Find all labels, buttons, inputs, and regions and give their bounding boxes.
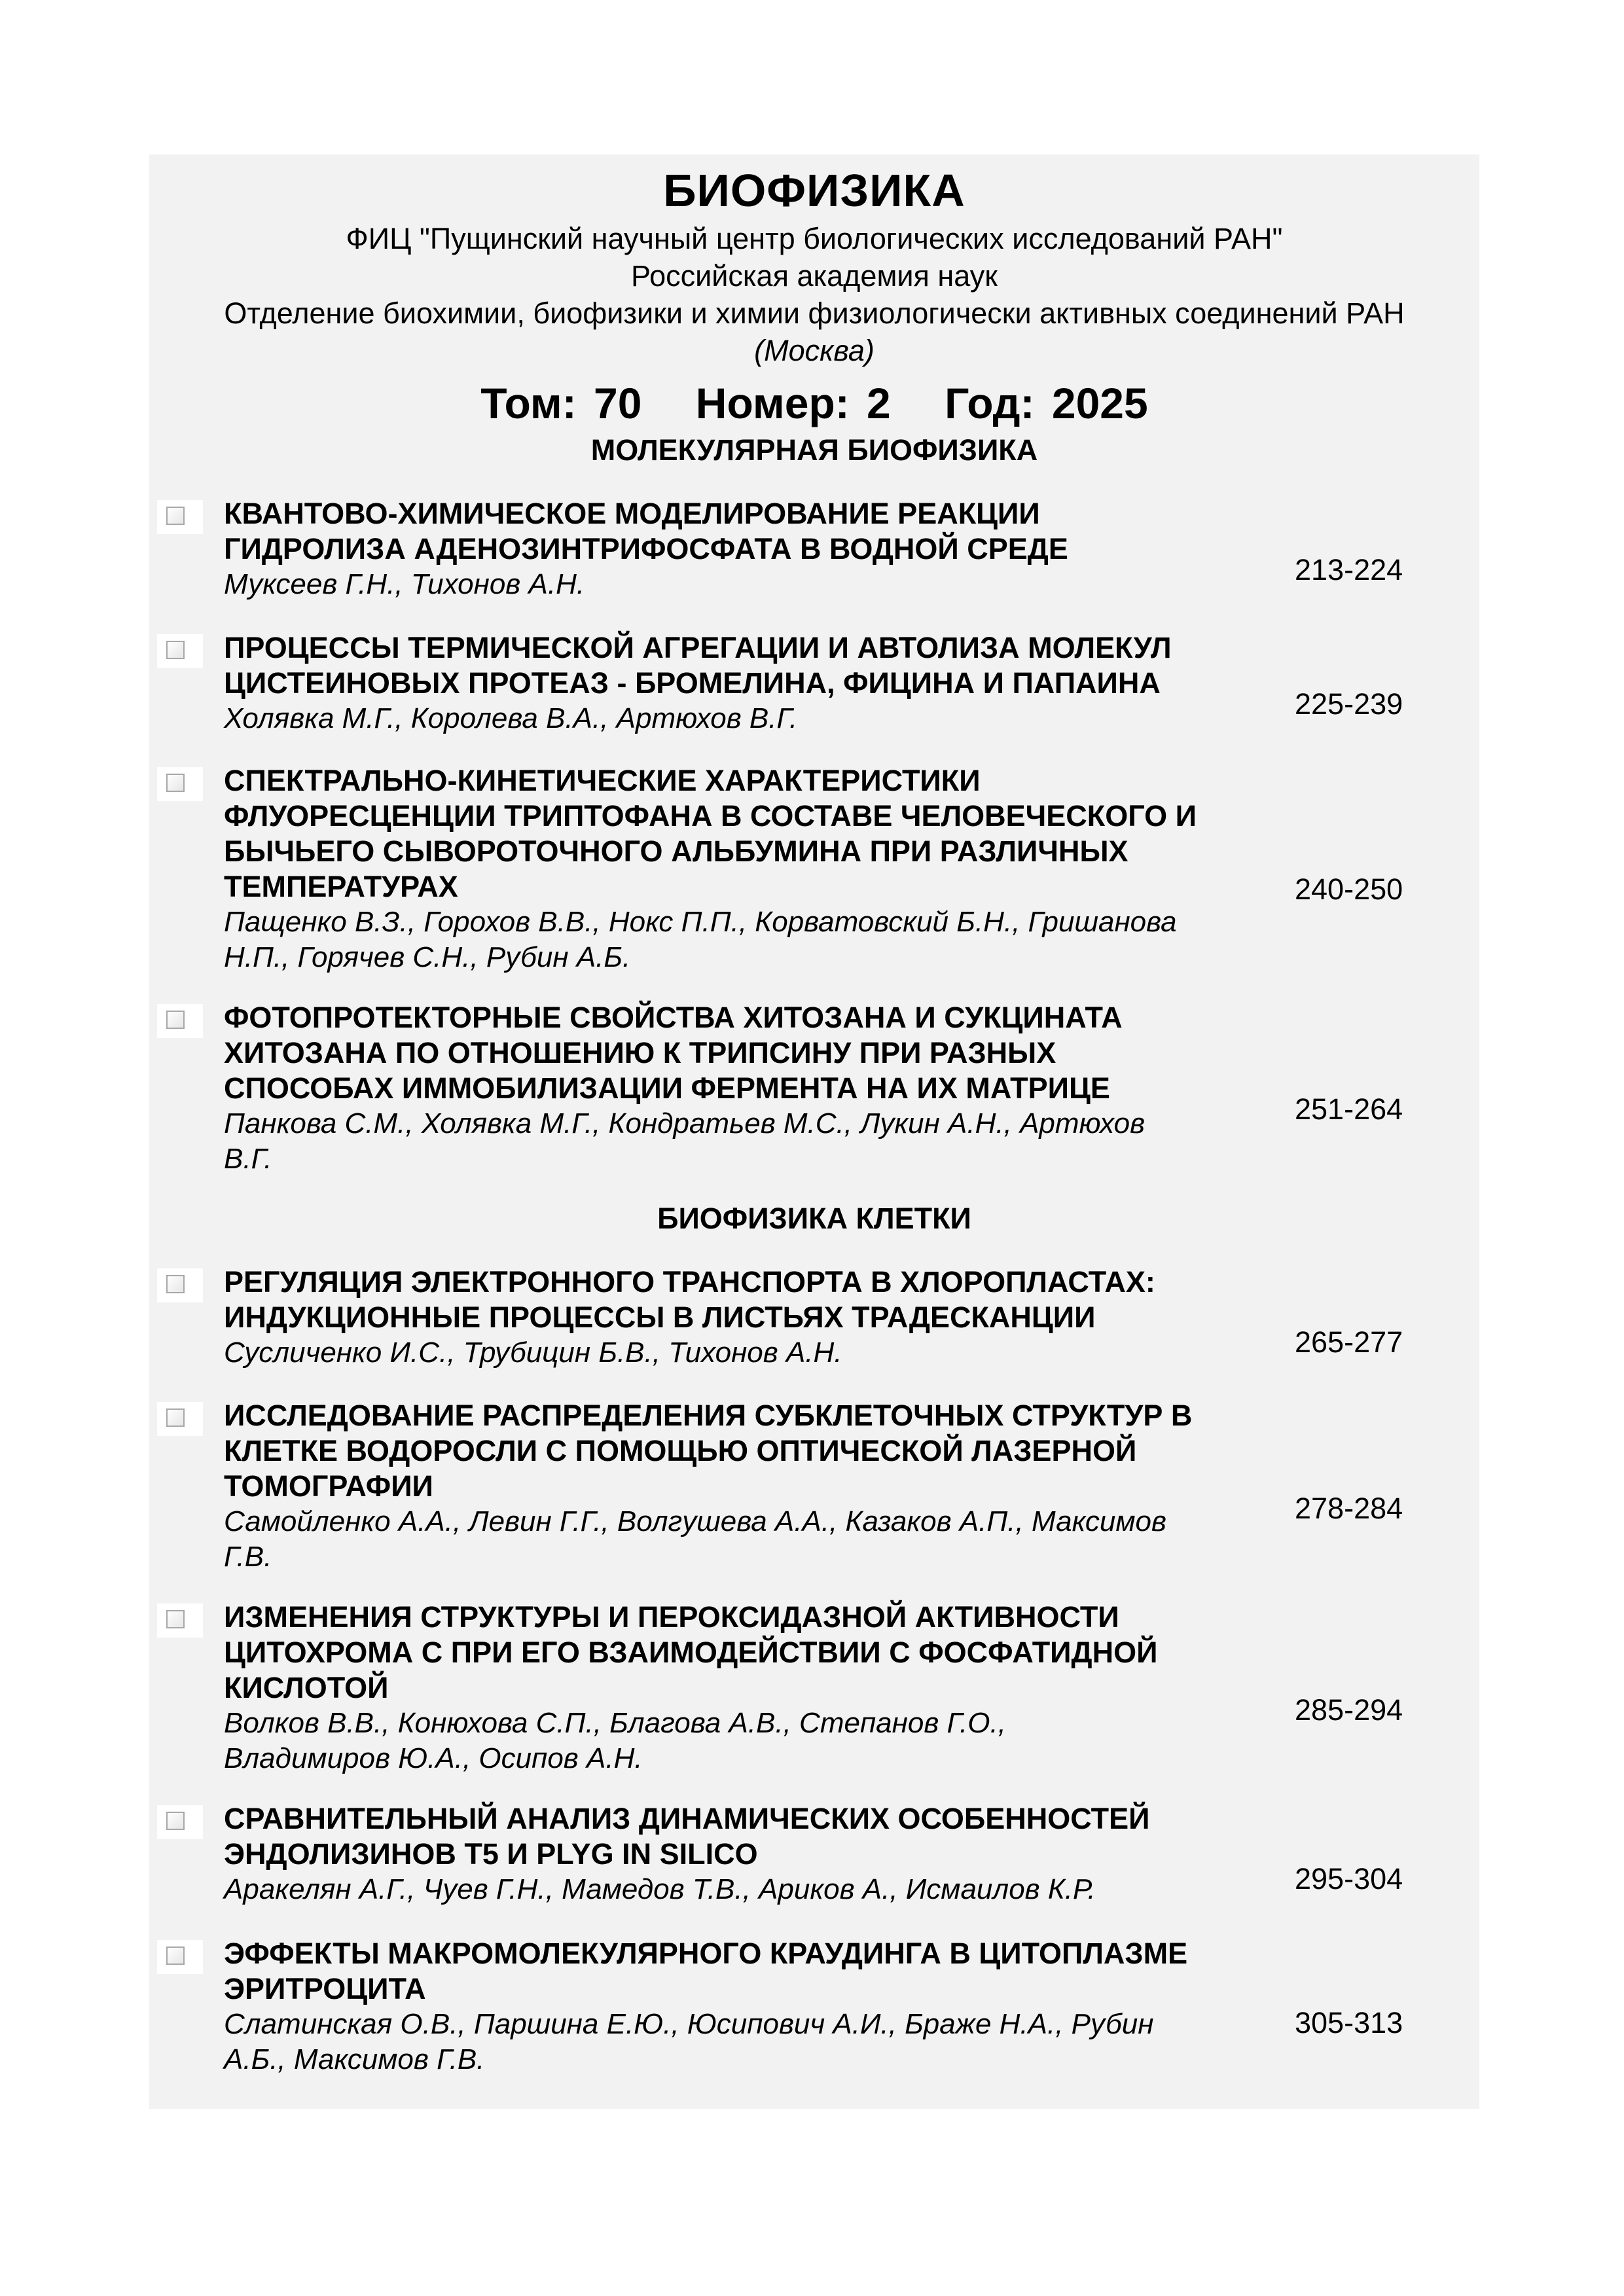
article-text bbox=[224, 1000, 1376, 1177]
article-authors: Волков В.В., Конюхова С.П., Благова А.В., Степанов Г.О., Владимиров Ю.А., Осипов А.Н. bbox=[224, 1707, 1006, 1774]
checkbox-icon bbox=[166, 1011, 185, 1029]
article-text bbox=[224, 1398, 1376, 1575]
article-select-checkbox[interactable] bbox=[157, 1604, 203, 1638]
article-authors: Сусличенко И.С., Трубицин Б.В., Тихонов А.Н. bbox=[224, 1336, 842, 1369]
section-heading-molecular: МОЛЕКУЛЯРНАЯ БИОФИЗИКА bbox=[590, 433, 1038, 467]
article-pages: 285-294 bbox=[1295, 1693, 1403, 1727]
article-text bbox=[224, 1600, 1376, 1776]
issue-volume: Том: 70 bbox=[480, 379, 642, 427]
journal-title: БИОФИЗИКА bbox=[663, 165, 965, 216]
article-select-checkbox[interactable] bbox=[157, 500, 203, 534]
article-authors: Слатинская О.В., Паршина Е.Ю., Юсипович А.И., Браже Н.А., Рубин А.Б., Максимов Г.В. bbox=[224, 2008, 1154, 2075]
article-authors: Пащенко В.З., Горохов В.В., Нокс П.П., Корватовский Б.Н., Гришанова Н.П., Горячев С.Н., Рубин А.Б. bbox=[224, 906, 1177, 973]
issue-info bbox=[149, 377, 1479, 429]
article-pages: 305-313 bbox=[1295, 2006, 1403, 2039]
journal-city: (Москва) bbox=[754, 334, 875, 367]
article-authors: Аракелян А.Г., Чуев Г.Н., Мамедов Т.В., Ариков А., Исмаилов К.Р. bbox=[224, 1873, 1096, 1905]
article-text bbox=[224, 1265, 1376, 1371]
article-text bbox=[224, 1801, 1376, 1907]
article-title[interactable]: ЭФФЕКТЫ МАКРОМОЛЕКУЛЯРНОГО КРАУДИНГА В ЦИТОПЛАЗМЕ ЭРИТРОЦИТА bbox=[224, 1937, 1188, 2005]
checkbox-icon bbox=[166, 641, 185, 659]
article-select-checkbox[interactable] bbox=[157, 767, 203, 801]
section-heading-cell: БИОФИЗИКА КЛЕТКИ bbox=[657, 1202, 971, 1235]
article-pages: 240-250 bbox=[1295, 872, 1403, 906]
article-text bbox=[224, 763, 1376, 975]
checkbox-icon bbox=[166, 1408, 185, 1427]
article-select-checkbox[interactable] bbox=[157, 1004, 203, 1038]
article-authors: Холявка М.Г., Королева В.А., Артюхов В.Г. bbox=[224, 702, 798, 734]
article-select-checkbox[interactable] bbox=[157, 1402, 203, 1436]
checkbox-icon bbox=[166, 1946, 185, 1965]
checkbox-icon bbox=[166, 1610, 185, 1628]
article-select-checkbox[interactable] bbox=[157, 634, 203, 668]
issue-number: Номер: 2 bbox=[695, 379, 891, 427]
article-title[interactable]: СПЕКТРАЛЬНО-КИНЕТИЧЕСКИЕ ХАРАКТЕРИСТИКИ ФЛУОРЕСЦЕНЦИИ ТРИПТОФАНА В СОСТАВЕ ЧЕЛОВЕЧЕСКОГО И БЫЧЬЕГО СЫВОРОТОЧНОГО АЛЬБУМИНА ПРИ РАЗЛИЧНЫХ ТЕМПЕРАТУРАХ bbox=[224, 764, 1197, 903]
checkbox-icon bbox=[166, 1812, 185, 1830]
org-line-2: Российская академия наук bbox=[631, 259, 998, 293]
journal-header bbox=[149, 154, 1479, 429]
article-text bbox=[224, 1936, 1376, 2077]
article-pages: 225-239 bbox=[1295, 687, 1403, 721]
article-title[interactable]: КВАНТОВО-ХИМИЧЕСКОЕ МОДЕЛИРОВАНИЕ РЕАКЦИИ ГИДРОЛИЗА АДЕНОЗИНТРИФОСФАТА В ВОДНОЙ СРЕДЕ bbox=[224, 497, 1068, 565]
checkbox-icon bbox=[166, 507, 185, 525]
article-authors: Муксеев Г.Н., Тихонов А.Н. bbox=[224, 568, 585, 600]
article-select-checkbox[interactable] bbox=[157, 1268, 203, 1302]
issue-year: Год: 2025 bbox=[945, 379, 1148, 427]
article-authors: Самойленко А.А., Левин Г.Г., Волгушева А.А., Казаков А.П., Максимов Г.В. bbox=[224, 1505, 1166, 1573]
article-title[interactable]: ИЗМЕНЕНИЯ СТРУКТУРЫ И ПЕРОКСИДАЗНОЙ АКТИВНОСТИ ЦИТОХРОМА С ПРИ ЕГО ВЗАИМОДЕЙСТВИИ С ФОСФАТИДНОЙ КИСЛОТОЙ bbox=[224, 1600, 1158, 1704]
article-title[interactable]: РЕГУЛЯЦИЯ ЭЛЕКТРОННОГО ТРАНСПОРТА В ХЛОРОПЛАСТАХ: ИНДУКЦИОННЫЕ ПРОЦЕССЫ В ЛИСТЬЯХ ТРАДЕСКАНЦИИ bbox=[224, 1265, 1155, 1334]
article-select-checkbox[interactable] bbox=[157, 1805, 203, 1839]
article-select-checkbox[interactable] bbox=[157, 1940, 203, 1974]
article-title[interactable]: ФОТОПРОТЕКТОРНЫЕ СВОЙСТВА ХИТОЗАНА И СУКЦИНАТА ХИТОЗАНА ПО ОТНОШЕНИЮ К ТРИПСИНУ ПРИ РАЗНЫХ СПОСОБАХ ИММОБИЛИЗАЦИИ ФЕРМЕНТА НА ИХ МАТРИЦЕ bbox=[224, 1001, 1123, 1105]
article-text bbox=[224, 630, 1376, 736]
article-pages: 278-284 bbox=[1295, 1492, 1403, 1525]
article-authors: Панкова С.М., Холявка М.Г., Кондратьев М.С., Лукин А.Н., Артюхов В.Г. bbox=[224, 1107, 1146, 1175]
article-title[interactable]: СРАВНИТЕЛЬНЫЙ АНАЛИЗ ДИНАМИЧЕСКИХ ОСОБЕННОСТЕЙ ЭНДОЛИЗИНОВ T5 И PLYG IN SILICO bbox=[224, 1802, 1150, 1871]
article-title[interactable]: ПРОЦЕССЫ ТЕРМИЧЕСКОЙ АГРЕГАЦИИ И АВТОЛИЗА МОЛЕКУЛ ЦИСТЕИНОВЫХ ПРОТЕАЗ - БРОМЕЛИНА, ФИЦИНА И ПАПАИНА bbox=[224, 631, 1172, 700]
checkbox-icon bbox=[166, 774, 185, 792]
article-text bbox=[224, 496, 1376, 602]
article-title[interactable]: ИССЛЕДОВАНИЕ РАСПРЕДЕЛЕНИЯ СУБКЛЕТОЧНЫХ СТРУКТУР В КЛЕТКЕ ВОДОРОСЛИ С ПОМОЩЬЮ ОПТИЧЕСКОЙ ЛАЗЕРНОЙ ТОМОГРАФИИ bbox=[224, 1399, 1193, 1503]
org-line-3: Отделение биохимии, биофизики и химии физиологически активных соединений РАН bbox=[224, 296, 1405, 330]
article-pages: 295-304 bbox=[1295, 1862, 1403, 1895]
article-pages: 265-277 bbox=[1295, 1325, 1403, 1359]
org-line-1: ФИЦ "Пущинский научный центр биологических исследований РАН" bbox=[346, 222, 1283, 255]
checkbox-icon bbox=[166, 1275, 185, 1293]
article-pages: 251-264 bbox=[1295, 1092, 1403, 1126]
article-pages: 213-224 bbox=[1295, 553, 1403, 586]
table-of-contents-panel bbox=[149, 154, 1479, 2109]
